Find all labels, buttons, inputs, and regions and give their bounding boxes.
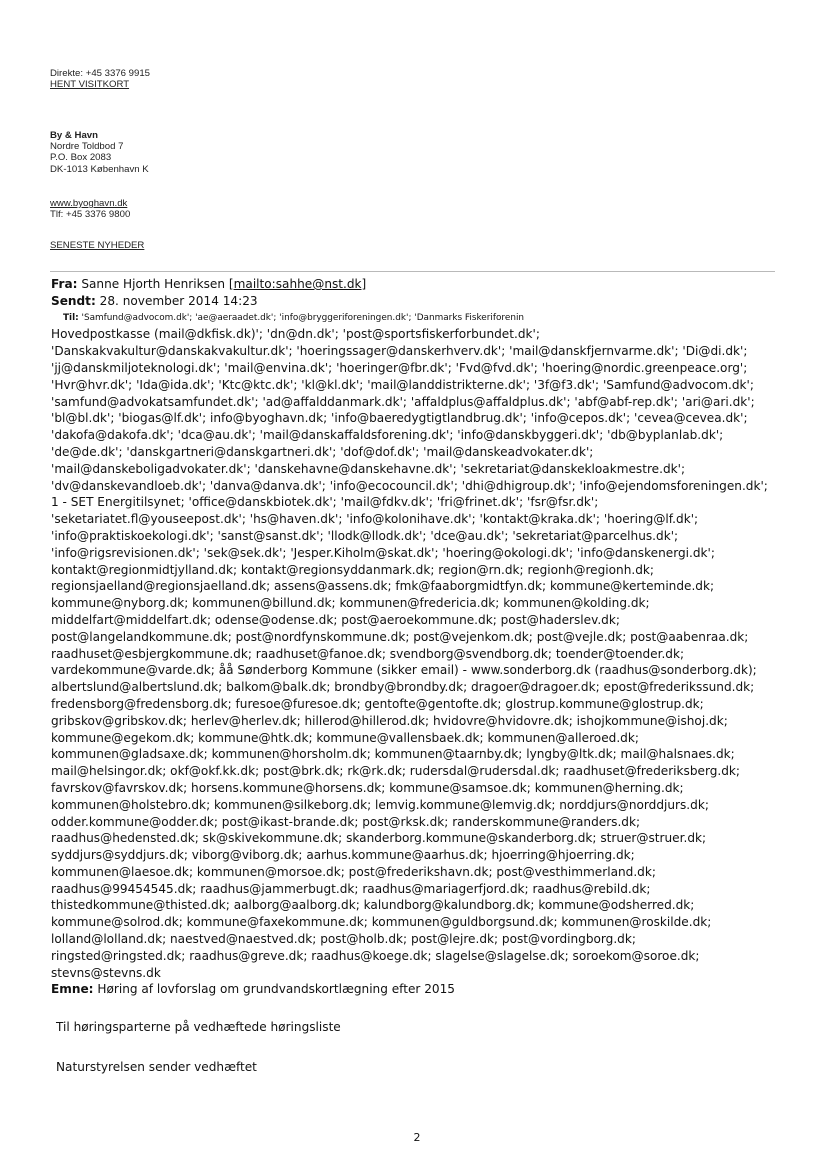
recipient-line: vardekommune@varde.dk; åå Sønderborg Kommune (sikker email) - www.sonderborg.dk (raadhus@sonderborg.dk); [51,663,757,678]
recipient-line: 'bl@bl.dk'; 'biogas@lf.dk'; info@byoghavn.dk; 'info@baeredygtigtlandbrug.dk'; 'info@cepos.dk'; 'cevea@cevea.dk'; [51,411,748,426]
website-link[interactable]: www.byoghavn.dk [50,198,128,209]
subject-value: Høring af lovforslag om grundvandskortlægning efter 2015 [97,982,455,997]
recipient-line: 'Hvr@hvr.dk'; 'Ida@ida.dk'; 'Ktc@ktc.dk'; 'kl@kl.dk'; 'mail@landdistrikterne.dk'; '3f@f3.dk'; 'Samfund@advocom.dk'; [51,377,754,392]
recipient-line: mail@helsingor.dk; okf@okf.kk.dk; post@brk.dk; rk@rk.dk; rudersdal@rudersdal.dk; raadhuset@frederiksberg.dk; [51,764,740,779]
recipient-line: 'Danskakvakultur@danskakvakultur.dk'; 'hoeringssager@danskerhverv.dk'; 'mail@danskfjernvarme.dk'; 'Di@di.dk'; [51,344,748,359]
recipient-line: favrskov@favrskov.dk; horsens.kommune@horsens.dk; kommune@samsoe.dk; kommunen@herning.dk; [51,780,684,795]
recipient-line: kommunen@gladsaxe.dk; kommunen@horsholm.dk; kommunen@taarnby.dk; lyngby@ltk.dk; mail@halsnaes.dk; [51,747,735,762]
recipient-line: raadhuset@esbjergkommune.dk; raadhuset@fanoe.dk; svendborg@svendborg.dk; toender@toender.dk; [51,646,685,661]
recipient-line: fredensborg@fredensborg.dk; furesoe@furesoe.dk; gentofte@gentofte.dk; glostrup.kommune@glostrup.dk; [51,696,704,711]
recipient-line: 1 - SET Energitilsynet; 'office@danskbiotek.dk'; 'mail@fdkv.dk'; 'fri@frinet.dk'; 'fsr@fsr.dk'; [51,495,599,510]
recipient-line: raadhus@99454545.dk; raadhus@jammerbugt.dk; raadhus@mariagerfjord.dk; raadhus@rebild.dk; [51,881,651,896]
recipient-line: raadhus@hedensted.dk; sk@skivekommune.dk; skanderborg.kommune@skanderborg.dk; struer@struer.dk; [51,831,707,846]
body-paragraph: Til høringsparterne på vedhæftede høringsliste [56,1020,341,1034]
recipient-list [51,326,779,981]
vcard-link[interactable]: HENT VISITKORT [50,79,130,91]
company-phone: Tlf: +45 3376 9800 [50,209,131,221]
sent-label: Sendt: [51,293,96,308]
recipient-line: kontakt@regionmidtjylland.dk; kontakt@regionsyddanmark.dk; region@rn.dk; regionh@regionh.dk; [51,562,654,577]
sent-value: 28. november 2014 14:23 [99,293,258,308]
recipient-line: 'info@praktiskoekologi.dk'; 'sanst@sanst.dk'; 'llodk@llodk.dk'; 'dce@au.dk'; 'sekretariat@parcelhus.dk'; [51,528,679,543]
recipient-line: regionsjaelland@regionsjaelland.dk; assens@assens.dk; fmk@faaborgmidtfyn.dk; kommune@kerteminde.dk; [51,579,715,594]
recipient-line: kommunen@laesoe.dk; kommunen@morsoe.dk; post@frederikshavn.dk; post@vesthimmerland.dk; [51,864,656,879]
direct-phone: Direkte: +45 3376 9915 [50,68,151,79]
recipient-line: 'samfund@advokatsamfundet.dk'; 'ad@affalddanmark.dk'; 'affaldplus@affaldplus.dk'; 'abf@abf-rep.dk'; 'ari@ari.dk'; [51,394,755,409]
recipient-line: ringsted@ringsted.dk; raadhus@greve.dk; raadhus@koege.dk; slagelse@slagelse.dk; soroekom@soroe.dk; [51,948,700,963]
recipient-line: stevns@stevns.dk [51,965,161,980]
recipient-line: kommune@nyborg.dk; kommunen@billund.dk; kommunen@fredericia.dk; kommunen@kolding.dk; [51,596,650,611]
recipient-line: 'mail@danskeboligadvokater.dk'; 'danskehavne@danskehavne.dk'; 'sekretariat@danskekloakmestre.dk'; [51,461,686,476]
address-line: P.O. Box 2083 [50,152,112,164]
subject-label: Emne: [51,982,94,997]
body-paragraph: Naturstyrelsen sender vedhæftet [56,1060,257,1074]
signature-address [50,130,149,175]
recipient-line: middelfart@middelfart.dk; odense@odense.dk; post@aeroekommune.dk; post@haderslev.dk; [51,612,620,627]
company-name: By & Havn [50,130,98,141]
recipient-line: 'dv@danskevandloeb.dk'; 'danva@danva.dk'; 'info@ecocouncil.dk'; 'dhi@dhigroup.dk'; 'info@ejendomsforeningen.dk'; [51,478,768,493]
news-link[interactable]: SENESTE NYHEDER [50,240,145,251]
sent-line [51,293,779,310]
recipient-line: Hovedpostkasse (mail@dkfisk.dk)'; 'dn@dn.dk'; 'post@sportsfiskerforbundet.dk'; [51,327,540,342]
email-header [51,276,779,998]
from-label: Fra: [51,277,78,291]
recipient-line: 'jj@danskmiljoteknologi.dk'; 'mail@envina.dk'; 'hoeringer@fbr.dk'; 'Fvd@fvd.dk'; 'hoering@nordic.greenpeace.org'; [51,360,748,375]
recipient-line: kommunen@holstebro.dk; kommunen@silkeborg.dk; lemvig.kommune@lemvig.dk; norddjurs@norddjurs.dk; [51,797,709,812]
recipient-line: kommune@solrod.dk; kommune@faxekommune.dk; kommunen@guldborgsund.dk; kommunen@roskilde.dk; [51,915,712,930]
header-divider [50,271,775,272]
recipient-line: 'seketariatet.fl@youseepost.dk'; 'hs@haven.dk'; 'info@kolonihave.dk'; 'kontakt@kraka.dk'; 'hoering@lf.dk'; [51,512,699,527]
recipient-line: thistedkommune@thisted.dk; aalborg@aalborg.dk; kalundborg@kalundborg.dk; kommune@odsherred.dk; [51,898,695,913]
recipient-line: albertslund@albertslund.dk; balkom@balk.dk; brondby@brondby.dk; dragoer@dragoer.dk; epost@frederikssund.dk; [51,680,755,695]
to-first-line: 'Samfund@advocom.dk'; 'ae@aeraadet.dk'; 'info@bryggeriforeningen.dk'; 'Danmarks Fiskeriforenin [81,312,525,323]
to-line [51,310,779,327]
recipient-line: 'de@de.dk'; 'danskgartneri@danskgartneri.dk'; 'dof@dof.dk'; 'mail@danskeadvokater.dk'; [51,444,594,459]
recipient-line: 'info@rigsrevisionen.dk'; 'sek@sek.dk'; 'Jesper.Kiholm@skat.dk'; 'hoering@okologi.dk'; 'info@danskenergi.dk'; [51,545,715,560]
signature-web [50,198,130,220]
from-mailto-link[interactable]: [mailto:sahhe@nst.dk] [228,277,367,291]
subject-line [51,981,779,998]
signature-contact [50,68,150,90]
address-line: DK-1013 København K [50,163,149,175]
recipient-line: 'dakofa@dakofa.dk'; 'dca@au.dk'; 'mail@danskaffaldsforening.dk'; 'info@danskbyggeri.dk'; 'db@byplanlab.dk'; [51,428,724,443]
recipient-line: kommune@egekom.dk; kommune@htk.dk; kommune@vallensbaek.dk; kommunen@alleroed.dk; [51,730,639,745]
from-line [51,276,779,293]
recipient-line: odder.kommune@odder.dk; post@ikast-brande.dk; post@rksk.dk; randerskommune@randers.dk; [51,814,641,829]
recipient-line: post@langelandkommune.dk; post@nordfynskommune.dk; post@vejenkom.dk; post@vejle.dk; post@aabenraa.dk; [51,629,749,644]
recipient-line: lolland@lolland.dk; naestved@naestved.dk; post@holb.dk; post@lejre.dk; post@vordingborg.dk; [51,932,636,947]
recipient-line: syddjurs@syddjurs.dk; viborg@viborg.dk; aarhus.kommune@aarhus.dk; hjoerring@hjoerring.dk; [51,848,635,863]
page-number: 2 [413,1131,421,1144]
signature-news [50,240,144,251]
recipient-line: gribskov@gribskov.dk; herlev@herlev.dk; hillerod@hillerod.dk; hvidovre@hvidovre.dk; ishojkommune@ishoj.dk; [51,713,728,728]
from-value: Sanne Hjorth Henriksen [81,277,226,291]
to-label: Til: [63,312,79,323]
address-line: Nordre Toldbod 7 [50,141,124,153]
